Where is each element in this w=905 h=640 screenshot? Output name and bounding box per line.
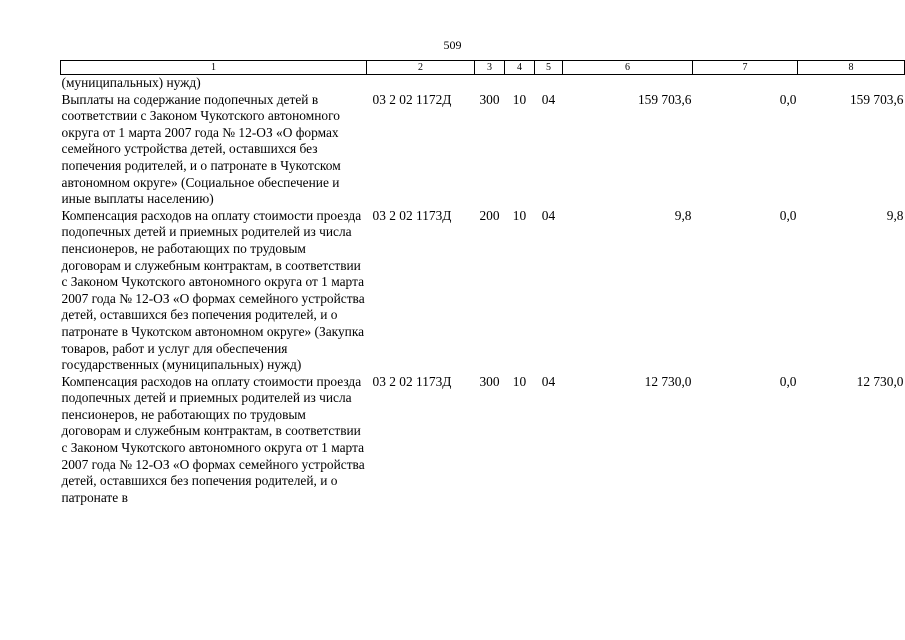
budget-table xyxy=(60,60,905,506)
table-body xyxy=(61,75,905,507)
table-row xyxy=(61,92,905,208)
row-name: Выплаты на содержание подопечных детей в соответствии с Законом Чукотского автономного округа от 1 марта 2007 года № 12-ОЗ «О формах семейного устройства детей, оставшихся без попечения родителей, и о патронате в Чукотском автономном округе» (Социальное обеспечение и иные выплаты населению) xyxy=(61,91,341,207)
row-code: 03 2 02 1173Д xyxy=(372,207,452,223)
row-col-4: 10 xyxy=(512,373,527,389)
row-col-3: 300 xyxy=(479,91,500,107)
row-col-8: 9,8 xyxy=(886,207,904,223)
row-col-6: 9,8 xyxy=(674,207,692,223)
row-col-3: 300 xyxy=(479,373,500,389)
header-col-3: 3 xyxy=(475,61,505,75)
row-col-4: 10 xyxy=(512,91,527,107)
row-col-5: 04 xyxy=(541,207,556,223)
page-number: 509 xyxy=(443,38,462,52)
table-header xyxy=(61,61,905,75)
row-col-7: 0,0 xyxy=(779,91,797,107)
continuation-text: (муниципальных) нужд) xyxy=(61,75,201,90)
header-col-6: 6 xyxy=(563,61,693,75)
row-col-6: 159 703,6 xyxy=(637,91,692,107)
row-col-3: 200 xyxy=(479,207,500,223)
row-code: 03 2 02 1172Д xyxy=(372,91,452,107)
row-name: Компенсация расходов на оплату стоимости проезда подопечных детей и приемных родителей из числа пенсионеров, не работающих по трудовым договорам и служебным контрактам, в соответствии с Законом Чукотского автономного округа от 1 марта 2007 года № 12-ОЗ «О формах семейного устройства детей, оставшихся без попечения родителей, и о патронате в Чукотском автономном округе» (Закупка товаров, работ и услуг для обеспечения государственных (муниципальных) нужд) xyxy=(61,207,365,373)
header-col-5: 5 xyxy=(535,61,563,75)
row-col-7: 0,0 xyxy=(779,373,797,389)
header-col-7: 7 xyxy=(693,61,798,75)
row-col-5: 04 xyxy=(541,91,556,107)
row-col-6: 12 730,0 xyxy=(644,373,692,389)
header-row xyxy=(61,61,905,75)
row-name: Компенсация расходов на оплату стоимости проезда подопечных детей и приемных родителей из числа пенсионеров, не работающих по трудовым договорам и служебным контрактам, в соответствии с Законом Чукотского автономного округа от 1 марта 2007 года № 12-ОЗ «О формах семейного устройства детей, оставшихся без попечения родителей, и о патронате в xyxy=(61,373,365,505)
header-col-2: 2 xyxy=(367,61,475,75)
row-col-8: 12 730,0 xyxy=(856,373,904,389)
row-col-7: 0,0 xyxy=(779,207,797,223)
continuation-row xyxy=(61,75,905,92)
header-col-8: 8 xyxy=(798,61,905,75)
row-code: 03 2 02 1173Д xyxy=(372,373,452,389)
table-row xyxy=(61,208,905,374)
row-col-4: 10 xyxy=(512,207,527,223)
table-row xyxy=(61,374,905,507)
header-col-1: 1 xyxy=(61,61,367,75)
row-col-8: 159 703,6 xyxy=(849,91,904,107)
header-col-4: 4 xyxy=(505,61,535,75)
row-col-5: 04 xyxy=(541,373,556,389)
